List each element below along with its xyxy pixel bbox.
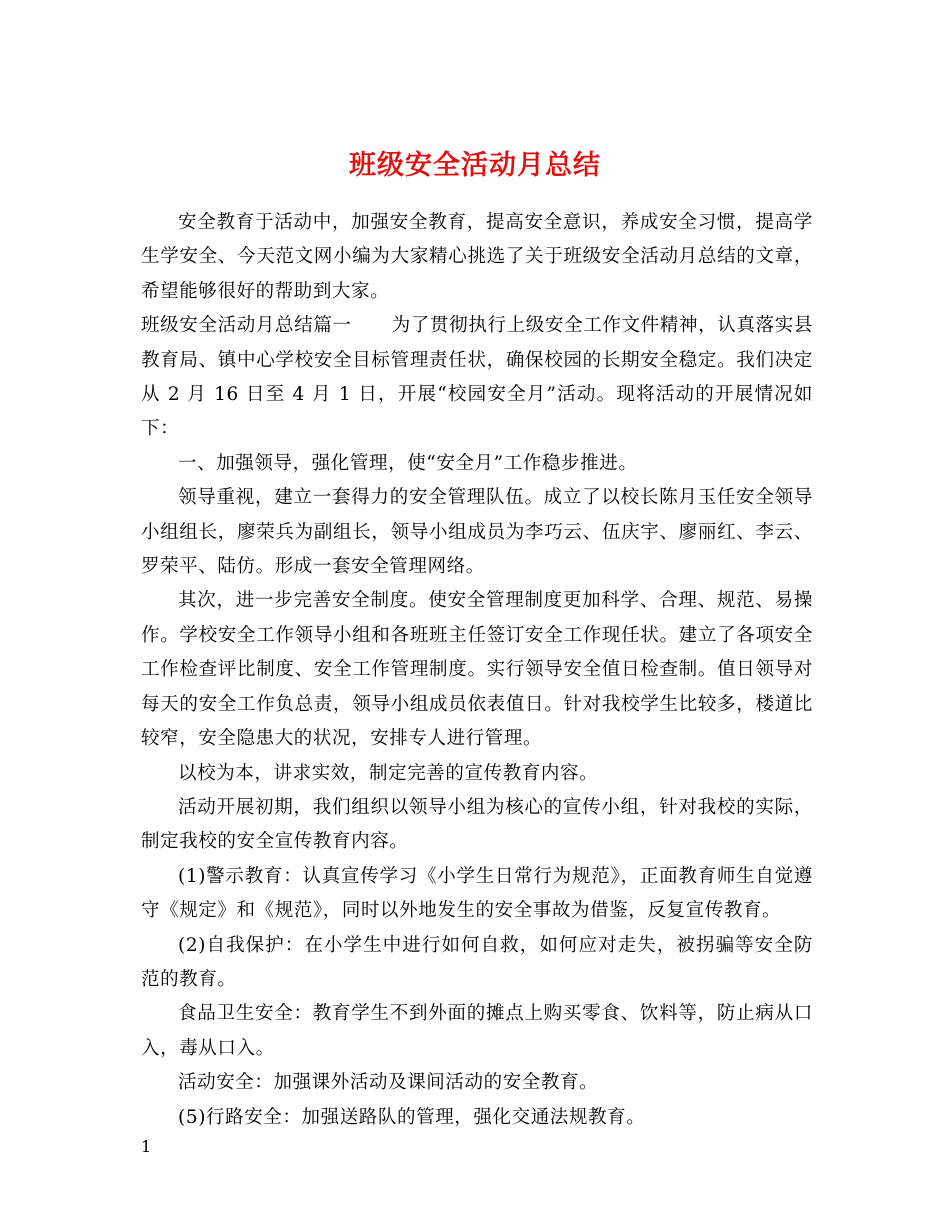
section-paragraph <box>141 309 813 447</box>
document-body <box>141 206 813 1135</box>
page-number: 1 <box>141 1137 152 1156</box>
document-title: 班级安全活动月总结 <box>349 150 601 182</box>
paragraph: 食品卫生安全：教育学生不到外面的摊点上购买零食、饮料等，防止病从口入，毒从口入。 <box>141 1003 813 1059</box>
paragraph: 以校为本，讲求实效，制定完善的宣传教育内容。 <box>178 762 599 784</box>
paragraph: (1)警示教育：认真宣传学习《小学生日常行为规范》，正面教育师生自觉遵守《规定》和《规范》，同时以外地发生的安全事故为借鉴，反复宣传教育。 <box>141 865 813 922</box>
intro-paragraph: 安全教育于活动中，加强安全教育，提高安全意识，养成安全习惯，提高学生学安全、今天范文网小编为大家精心挑选了关于班级安全活动月总结的文章，希望能够很好的帮助到大家。 <box>141 212 813 302</box>
paragraph: 领导重视，建立一套得力的安全管理队伍。成立了以校长陈月玉任安全领导小组组长，廖荣兵为副组长，领导小组成员为李巧云、伍庆宇、廖丽红、李云、罗荣平、陆仿。形成一套安全管理网络。 <box>141 487 813 578</box>
paragraph: 其次，进一步完善安全制度。使安全管理制度更加科学、合理、规范、易操作。学校安全工作领导小组和各班班主任签订安全工作现任状。建立了各项安全工作检查评比制度、安全工作管理制度。实行领导安全值日检查制。值日领导对每天的安全工作负总责，领导小组成员依表值日。针对我校学生比较多，楼道比较窄，安全隐患大的状况，安排专人进行管理。 <box>141 590 813 750</box>
paragraph: (5)行路安全：加强送路队的管理，强化交通法规教育。 <box>178 1106 646 1128</box>
section-heading: 班级安全活动月总结篇一 <box>141 315 352 337</box>
paragraph: (2)自我保护：在小学生中进行如何自救，如何应对走失，被拐骗等安全防范的教育。 <box>141 934 813 990</box>
paragraph: 活动安全：加强课外活动及课间活动的安全教育。 <box>178 1072 599 1094</box>
paragraph: 一、加强领导，强化管理，使“安全月”工作稳步推进。 <box>178 452 638 474</box>
section-paragraph-text: 为了贯彻执行上级安全工作文件精神，认真落实县教育局、镇中心学校安全目标管理责任状，确保校园的长期安全稳定。我们决定从 2 月 16 日至 4 月 1 日，开展“校园安全月”活动。现将活动的开展情况如下： <box>141 315 813 440</box>
paragraph: 活动开展初期，我们组织以领导小组为核心的宣传小组，针对我校的实际，制定我校的安全宣传教育内容。 <box>141 796 813 853</box>
